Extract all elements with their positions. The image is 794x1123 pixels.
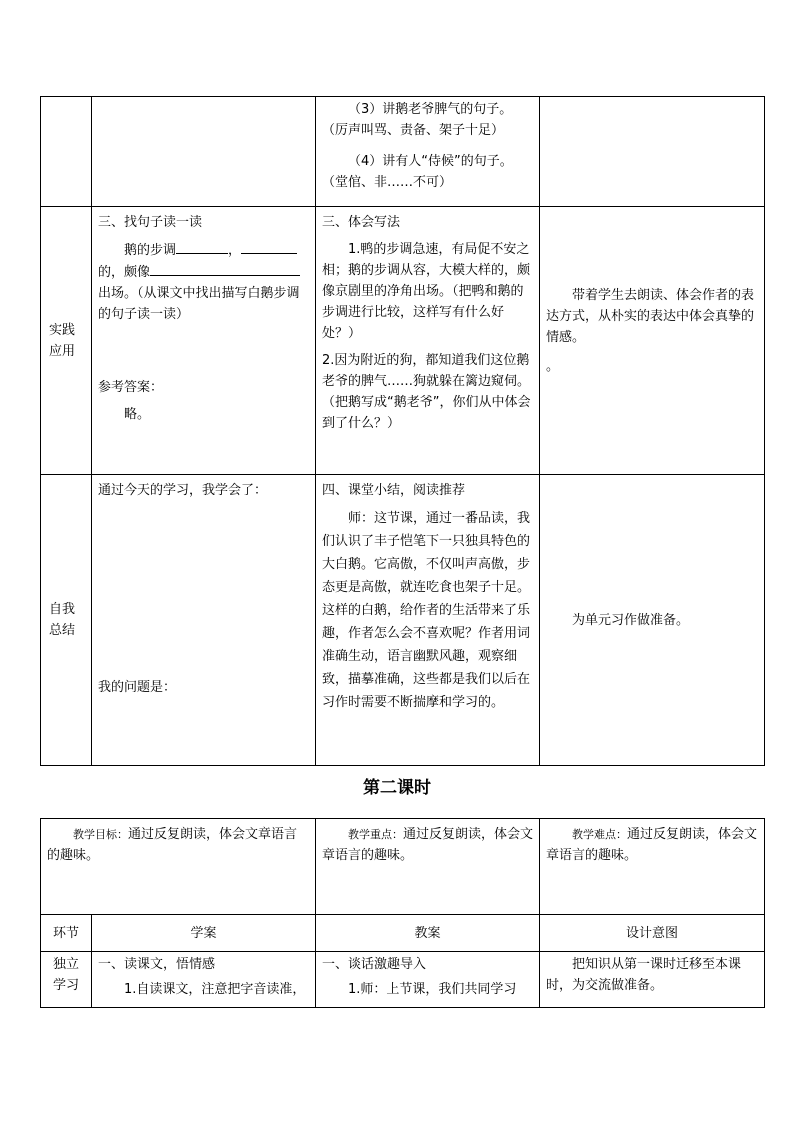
teach-heading: 四、课堂小结，阅读推荐 bbox=[322, 483, 466, 498]
study-prompt: 通过今天的学习，我学会了： bbox=[98, 483, 268, 498]
table-row bbox=[41, 819, 765, 915]
key-point-text: 通过反复朗读，体会文章语言的趣味。 bbox=[322, 827, 534, 863]
teach-line: （厉声叫骂、责备、架子十足） bbox=[322, 123, 505, 138]
answer-blank[interactable] bbox=[241, 239, 297, 254]
table-header-row bbox=[41, 915, 765, 952]
design-cell bbox=[540, 207, 765, 475]
fill-text: 的，颇像 bbox=[98, 265, 151, 280]
fill-in-exercise bbox=[98, 239, 309, 325]
stage-cell bbox=[41, 475, 92, 766]
column-header: 环节 bbox=[41, 915, 92, 952]
answer-label: 参考答案： bbox=[98, 380, 164, 395]
stage-label: 学习 bbox=[52, 978, 79, 993]
teach-paragraph: 1.鸭的步调急速，有局促不安之相；鹅的步调从容，大模大样的，颇像京剧里的净角出场。（把鸭和鹅的步调进行比较，这样写有什么好处？） bbox=[322, 242, 531, 341]
design-paragraph: 为单元习作做准备。 bbox=[572, 612, 690, 628]
table-row bbox=[41, 952, 765, 1008]
stage-cell bbox=[41, 97, 92, 207]
study-cell bbox=[92, 97, 316, 207]
teach-cell bbox=[316, 952, 540, 1008]
column-header: 教案 bbox=[316, 915, 540, 952]
study-paragraph: 1.自读课文，注意把字音读准， bbox=[124, 982, 306, 997]
teach-cell bbox=[316, 97, 540, 207]
teach-heading: 一、谈话激趣导入 bbox=[322, 957, 427, 972]
teach-cell bbox=[316, 207, 540, 475]
study-cell bbox=[92, 475, 316, 766]
table-row bbox=[41, 475, 765, 766]
teach-line: （3）讲鹅老爷脾气的句子。 bbox=[348, 102, 513, 117]
design-cell bbox=[540, 952, 765, 1008]
stage-label: 总结 bbox=[49, 623, 76, 638]
section-title: 第二课时 bbox=[363, 778, 431, 798]
stage-label: 自我 bbox=[49, 602, 76, 617]
key-point-cell bbox=[316, 819, 540, 915]
goal-label: 教学目标： bbox=[73, 828, 128, 841]
difficulty-label: 教学难点： bbox=[572, 828, 628, 841]
answer-text: 略。 bbox=[124, 407, 151, 422]
fill-text: 鹅的步调 bbox=[124, 243, 177, 258]
design-cell bbox=[540, 97, 765, 207]
key-point-label: 教学重点： bbox=[348, 828, 404, 841]
stage-label: 实践 bbox=[49, 322, 76, 338]
lesson-table-one bbox=[40, 96, 765, 766]
difficulty-text: 通过反复朗读，体会文章语言的趣味。 bbox=[546, 827, 758, 863]
study-cell bbox=[92, 207, 316, 475]
answer-blank[interactable] bbox=[176, 239, 228, 254]
goal-text: 通过反复朗读，体会文章语言的趣味。 bbox=[47, 827, 298, 863]
design-cell bbox=[540, 475, 765, 766]
column-header: 设计意图 bbox=[540, 915, 765, 952]
study-heading: 一、读课文，悟情感 bbox=[98, 957, 216, 972]
stage-label: 独立 bbox=[52, 957, 79, 972]
teach-paragraph: 1.师：上节课，我们共同学习 bbox=[348, 982, 517, 997]
table-row bbox=[41, 207, 765, 475]
answer-blank[interactable] bbox=[150, 261, 300, 276]
teach-cell bbox=[316, 475, 540, 766]
design-paragraph: 带着学生去朗读、体会作者的表达方式，从朴实的表达中体会真挚的情感。 bbox=[546, 288, 755, 345]
study-heading: 三、找句子读一读 bbox=[98, 215, 203, 230]
difficulty-cell bbox=[540, 819, 765, 915]
study-prompt: 我的问题是： bbox=[98, 680, 177, 695]
stage-label: 应用 bbox=[49, 343, 76, 359]
fill-text: ， bbox=[228, 243, 242, 258]
table-row bbox=[41, 97, 765, 207]
teach-paragraph: 2.因为附近的狗，都知道我们这位鹅老爷的脾气……狗就躲在篱边窥伺。（把鹅写成“鹅老爷”，你们从中体会到了什么？） bbox=[322, 353, 531, 431]
design-paragraph: 把知识从第一课时迁移至本课时，为交流做准备。 bbox=[546, 957, 742, 993]
teach-line: （堂倌、非……不可） bbox=[322, 175, 453, 190]
stage-cell bbox=[41, 952, 92, 1008]
fill-text: 出场。（从课文中找出描写白鹅步调的句子读一读） bbox=[98, 286, 300, 322]
study-cell bbox=[92, 952, 316, 1008]
stage-cell bbox=[41, 207, 92, 475]
teach-paragraph: 师：这节课，通过一番品读，我们认识了丰子恺笔下一只独具特色的大白鹅。它高傲，不仅叫声高傲，步态更是高傲，就连吃食也架子十足。这样的白鹅，给作者的生活带来了乐趣，作者怎么会不喜欢呢？作者用词准确生动，语言幽默风趣，观察细致，描摹准确，这些都是我们以后在习作时需要不断揣摩和学习的。 bbox=[322, 511, 531, 710]
design-paragraph: 。 bbox=[546, 359, 560, 374]
lesson-table-two bbox=[40, 818, 765, 1008]
teach-line: （4）讲有人“侍候”的句子。 bbox=[348, 154, 513, 169]
column-header: 学案 bbox=[92, 915, 316, 952]
goal-cell bbox=[41, 819, 316, 915]
teach-heading: 三、体会写法 bbox=[322, 215, 401, 230]
